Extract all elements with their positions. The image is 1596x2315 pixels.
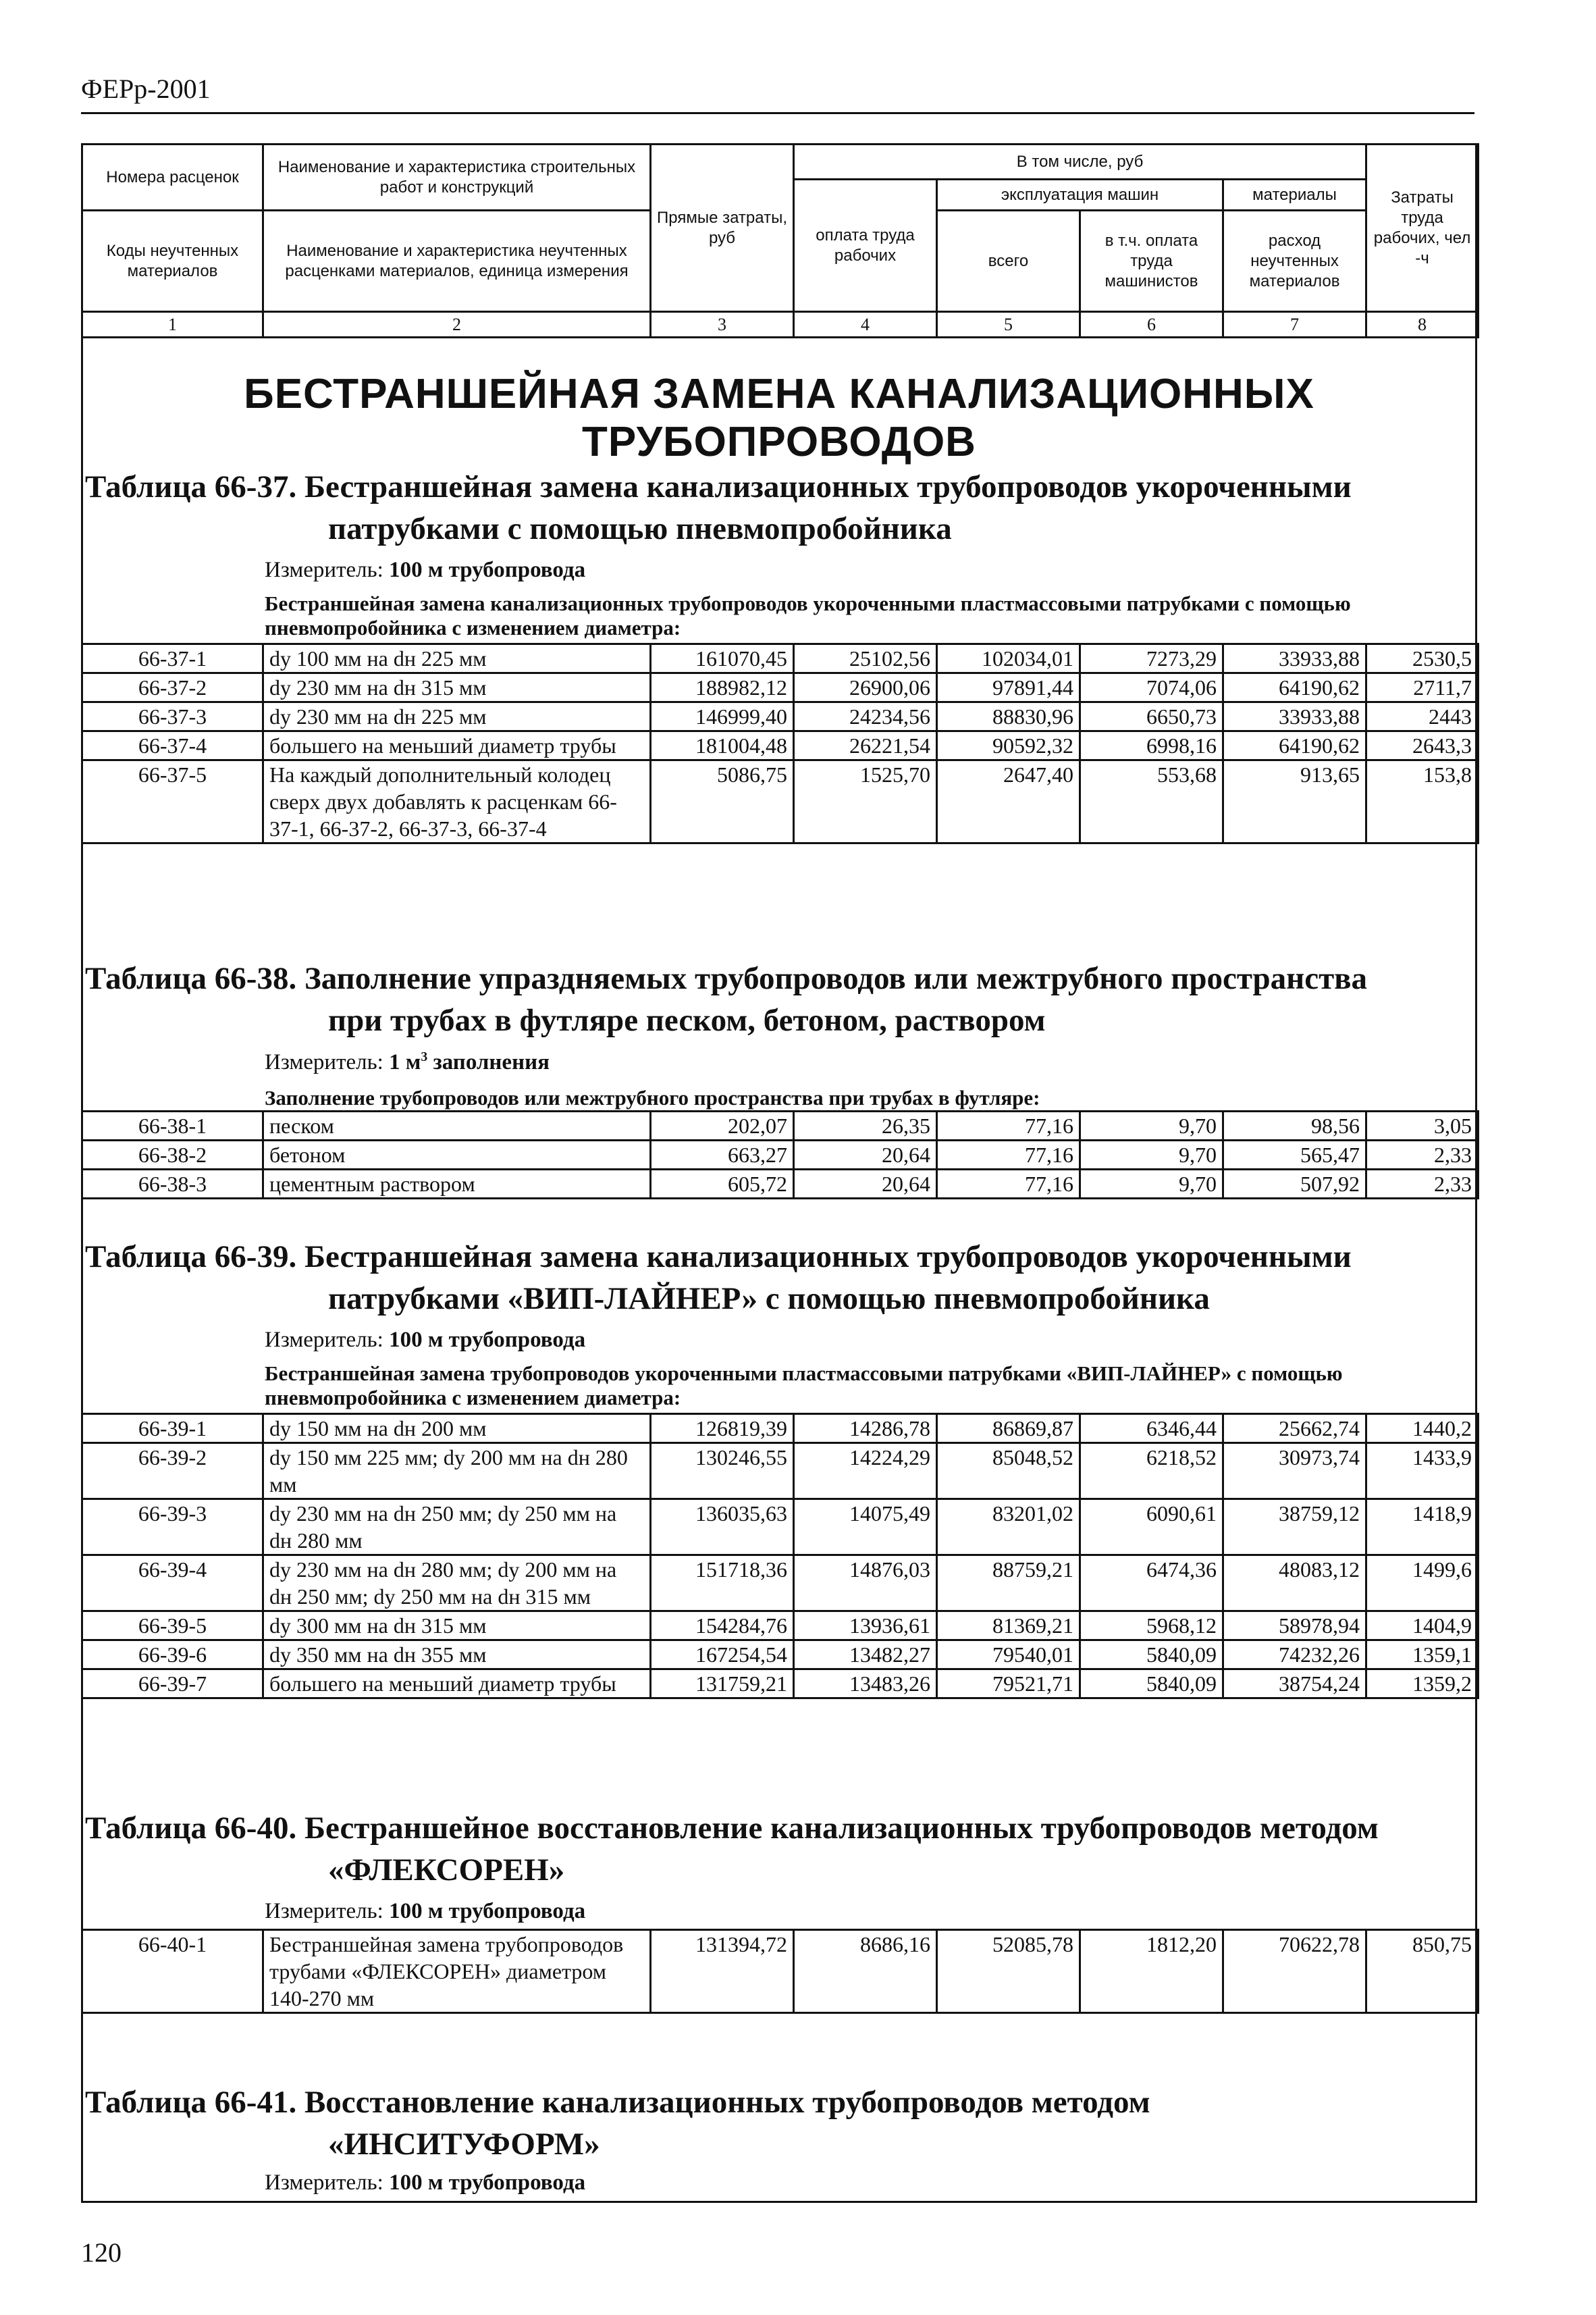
header-num: 8 <box>1366 312 1479 338</box>
header-col2-top: Наименование и характеристика строительных работ и конструкций <box>263 145 651 211</box>
table-row <box>82 1499 1479 1555</box>
machines-total: 83201,02 <box>937 1499 1080 1555</box>
table-row <box>82 1555 1479 1611</box>
table-row <box>82 673 1479 702</box>
direct-costs: 146999,40 <box>651 702 794 731</box>
measure-unit-tail: заполнения <box>427 1050 550 1074</box>
rate-code: 66-37-4 <box>82 731 263 760</box>
measure-line <box>265 1049 550 1075</box>
machines-total: 86869,87 <box>937 1414 1080 1443</box>
work-name: dy 350 мм на dн 355 мм <box>263 1640 651 1669</box>
header-rule <box>81 112 1474 114</box>
worker-pay: 20,64 <box>794 1141 937 1170</box>
worker-pay: 26,35 <box>794 1112 937 1141</box>
table-row <box>82 1141 1479 1170</box>
materials-use: 913,65 <box>1223 760 1366 843</box>
rates-table-66-38 <box>81 1110 1479 1199</box>
worker-pay: 20,64 <box>794 1170 937 1199</box>
measure-line <box>265 2170 585 2195</box>
rate-code: 66-39-1 <box>82 1414 263 1443</box>
work-name: цементным раствором <box>263 1170 651 1199</box>
materials-use: 38759,12 <box>1223 1499 1366 1555</box>
worker-pay: 8686,16 <box>794 1930 937 2013</box>
table-caption-line1: Таблица 66-37. Бестраншейная замена канализационных трубопроводов укороченными <box>85 469 1352 504</box>
table-caption-line2: при трубах в футляре песком, бетоном, раствором <box>328 1003 1046 1038</box>
direct-costs: 202,07 <box>651 1112 794 1141</box>
materials-use: 64190,62 <box>1223 673 1366 702</box>
header-including-group: В том числе, руб <box>794 145 1366 180</box>
measure-label: Измеритель: <box>265 1328 390 1352</box>
machinist-pay: 5968,12 <box>1080 1611 1223 1640</box>
worker-pay: 26900,06 <box>794 673 937 702</box>
rate-code: 66-38-1 <box>82 1112 263 1141</box>
machinist-pay: 6346,44 <box>1080 1414 1223 1443</box>
machinist-pay: 7074,06 <box>1080 673 1223 702</box>
rates-table-66-40 <box>81 1929 1479 2014</box>
machinist-pay: 1812,20 <box>1080 1930 1223 2013</box>
direct-costs: 605,72 <box>651 1170 794 1199</box>
machinist-pay: 6650,73 <box>1080 702 1223 731</box>
materials-use: 48083,12 <box>1223 1555 1366 1611</box>
table-caption-line2: «ФЛЕКСОРЕН» <box>328 1852 565 1888</box>
machinist-pay: 6998,16 <box>1080 731 1223 760</box>
header-machines: эксплуатация машин <box>937 180 1223 211</box>
header-machines-total: всего <box>937 211 1080 312</box>
table-row <box>82 1170 1479 1199</box>
header-col1-top: Номера расценок <box>82 145 263 211</box>
work-name: dy 230 мм на dн 315 мм <box>263 673 651 702</box>
page-number: 120 <box>81 2237 122 2268</box>
rate-code: 66-39-6 <box>82 1640 263 1669</box>
rate-code: 66-39-5 <box>82 1611 263 1640</box>
direct-costs: 167254,54 <box>651 1640 794 1669</box>
table-row <box>82 1640 1479 1669</box>
direct-costs: 5086,75 <box>651 760 794 843</box>
machinist-pay: 553,68 <box>1080 760 1223 843</box>
work-name: На каждый дополнительный колодец сверх двух добавлять к расценкам 66-37-1, 66-37-2, 66-37-3, 66-37-4 <box>263 760 651 843</box>
labor-hours: 2643,3 <box>1366 731 1479 760</box>
table-row <box>82 1112 1479 1141</box>
machines-total: 85048,52 <box>937 1443 1080 1499</box>
worker-pay: 25102,56 <box>794 644 937 673</box>
table-caption-line1: Таблица 66-41. Восстановление канализационных трубопроводов методом <box>85 2085 1150 2120</box>
table-row <box>82 1669 1479 1698</box>
measure-label: Измеритель: <box>265 1899 390 1923</box>
work-name: dy 230 мм на dн 225 мм <box>263 702 651 731</box>
machinist-pay: 6090,61 <box>1080 1499 1223 1555</box>
direct-costs: 663,27 <box>651 1141 794 1170</box>
worker-pay: 14286,78 <box>794 1414 937 1443</box>
direct-costs: 126819,39 <box>651 1414 794 1443</box>
group-title: Бестраншейная замена канализационных трубопроводов укороченными пластмассовыми патрубками с помощью пневмопробойника с изменением диаметра: <box>265 592 1351 640</box>
direct-costs: 131759,21 <box>651 1669 794 1698</box>
table-row <box>82 644 1479 673</box>
machines-total: 77,16 <box>937 1141 1080 1170</box>
materials-use: 70622,78 <box>1223 1930 1366 2013</box>
table-caption-line1: Таблица 66-38. Заполнение упраздняемых трубопроводов или межтрубного пространства <box>85 961 1368 996</box>
table-caption-line1: Таблица 66-39. Бестраншейная замена канализационных трубопроводов укороченными <box>85 1239 1352 1274</box>
rate-code: 66-37-2 <box>82 673 263 702</box>
machines-total: 77,16 <box>937 1112 1080 1141</box>
labor-hours: 1499,6 <box>1366 1555 1479 1611</box>
worker-pay: 13483,26 <box>794 1669 937 1698</box>
direct-costs: 161070,45 <box>651 644 794 673</box>
worker-pay: 26221,54 <box>794 731 937 760</box>
machines-total: 90592,32 <box>937 731 1080 760</box>
header-num: 2 <box>263 312 651 338</box>
machines-total: 102034,01 <box>937 644 1080 673</box>
machinist-pay: 5840,09 <box>1080 1669 1223 1698</box>
measure-unit: 100 м трубопровода <box>389 1328 586 1352</box>
table-row <box>82 760 1479 843</box>
header-num: 6 <box>1080 312 1223 338</box>
work-name: большего на меньший диаметр трубы <box>263 731 651 760</box>
rate-code: 66-40-1 <box>82 1930 263 2013</box>
table-caption <box>85 2081 1469 2165</box>
worker-pay: 24234,56 <box>794 702 937 731</box>
labor-hours: 153,8 <box>1366 760 1479 843</box>
rate-code: 66-39-3 <box>82 1499 263 1555</box>
machinist-pay: 9,70 <box>1080 1112 1223 1141</box>
table-caption-line2: «ИНСИТУФОРМ» <box>328 2127 600 2162</box>
machines-total: 79540,01 <box>937 1640 1080 1669</box>
machinist-pay: 6474,36 <box>1080 1555 1223 1611</box>
direct-costs: 181004,48 <box>651 731 794 760</box>
measure-unit: 100 м трубопровода <box>389 2170 586 2195</box>
labor-hours: 1404,9 <box>1366 1611 1479 1640</box>
machines-total: 81369,21 <box>937 1611 1080 1640</box>
materials-use: 30973,74 <box>1223 1443 1366 1499</box>
table-caption <box>85 1807 1469 1891</box>
labor-hours: 850,75 <box>1366 1930 1479 2013</box>
header-num: 4 <box>794 312 937 338</box>
work-name: dy 230 мм на dн 250 мм; dy 250 мм на dн 280 мм <box>263 1499 651 1555</box>
materials-use: 38754,24 <box>1223 1669 1366 1698</box>
rate-code: 66-37-1 <box>82 644 263 673</box>
machines-total: 77,16 <box>937 1170 1080 1199</box>
table-caption-line2: патрубками с помощью пневмопробойника <box>328 511 952 546</box>
rate-code: 66-39-4 <box>82 1555 263 1611</box>
labor-hours: 1418,9 <box>1366 1499 1479 1555</box>
header-labor-hours: Затраты труда рабочих, чел -ч <box>1366 145 1479 312</box>
measure-label: Измеритель: <box>265 1050 390 1074</box>
header-machinist-pay: в т.ч. оплата труда машинистов <box>1080 211 1223 312</box>
group-title: Бестраншейная замена трубопроводов укороченными пластмассовыми патрубками «ВИП-ЛАЙНЕР» с помощью пневмопробойника с изменением диаметра: <box>265 1361 1343 1409</box>
worker-pay: 14876,03 <box>794 1555 937 1611</box>
rates-table-66-39 <box>81 1413 1479 1699</box>
header-direct-costs: Прямые затраты, руб <box>651 145 794 312</box>
labor-hours: 1359,2 <box>1366 1669 1479 1698</box>
table-caption-line2: патрубками «ВИП-ЛАЙНЕР» с помощью пневмопробойника <box>328 1281 1210 1316</box>
labor-hours: 2443 <box>1366 702 1479 731</box>
rate-code: 66-39-7 <box>82 1669 263 1698</box>
worker-pay: 14075,49 <box>794 1499 937 1555</box>
header-num: 5 <box>937 312 1080 338</box>
materials-use: 98,56 <box>1223 1112 1366 1141</box>
table-row <box>82 1930 1479 2013</box>
labor-hours: 1359,1 <box>1366 1640 1479 1669</box>
labor-hours: 2,33 <box>1366 1141 1479 1170</box>
measure-unit-exponent: 3 <box>421 1049 428 1064</box>
labor-hours: 2530,5 <box>1366 644 1479 673</box>
table-row <box>82 1611 1479 1640</box>
header-col2-bottom: Наименование и характеристика неучтенных расценками материалов, единица измерения <box>263 211 651 312</box>
header-materials-use: расход неучтенных материалов <box>1223 211 1366 312</box>
machines-total: 88759,21 <box>937 1555 1080 1611</box>
work-name: dy 150 мм 225 мм; dy 200 мм на dн 280 мм <box>263 1443 651 1499</box>
table-row <box>82 731 1479 760</box>
rate-code: 66-39-2 <box>82 1443 263 1499</box>
measure-unit: 1 м <box>389 1050 421 1074</box>
labor-hours: 2711,7 <box>1366 673 1479 702</box>
work-name: Бестраншейная замена трубопроводов трубами «ФЛЕКСОРЕН» диаметром 140-270 мм <box>263 1930 651 2013</box>
group-title: Заполнение трубопроводов или межтрубного пространства при трубах в футляре: <box>265 1086 1040 1110</box>
machines-total: 88830,96 <box>937 702 1080 731</box>
measure-line <box>265 1899 585 1924</box>
direct-costs: 130246,55 <box>651 1443 794 1499</box>
materials-use: 33933,88 <box>1223 644 1366 673</box>
table-row <box>82 1414 1479 1443</box>
direct-costs: 154284,76 <box>651 1611 794 1640</box>
table-caption <box>85 466 1469 550</box>
materials-use: 33933,88 <box>1223 702 1366 731</box>
work-name: песком <box>263 1112 651 1141</box>
rate-code: 66-37-5 <box>82 760 263 843</box>
rates-table-66-37 <box>81 643 1479 844</box>
machinist-pay: 9,70 <box>1080 1141 1223 1170</box>
machines-total: 79521,71 <box>937 1669 1080 1698</box>
header-num: 1 <box>82 312 263 338</box>
table-caption-line1: Таблица 66-40. Бестраншейное восстановление канализационных трубопроводов методом <box>85 1811 1379 1846</box>
table-caption <box>85 958 1469 1041</box>
work-name: бетоном <box>263 1141 651 1170</box>
measure-label: Измеритель: <box>265 558 390 582</box>
measure-unit: 100 м трубопровода <box>389 1899 586 1923</box>
materials-use: 74232,26 <box>1223 1640 1366 1669</box>
worker-pay: 13936,61 <box>794 1611 937 1640</box>
header-worker-pay: оплата труда рабочих <box>794 180 937 312</box>
work-name: dy 300 мм на dн 315 мм <box>263 1611 651 1640</box>
measure-unit: 100 м трубопровода <box>389 558 586 582</box>
materials-use: 64190,62 <box>1223 731 1366 760</box>
machines-total: 2647,40 <box>937 760 1080 843</box>
work-name: большего на меньший диаметр трубы <box>263 1669 651 1698</box>
labor-hours: 1433,9 <box>1366 1443 1479 1499</box>
table-row <box>82 702 1479 731</box>
running-head: ФЕРр-2001 <box>81 74 211 104</box>
machinist-pay: 7273,29 <box>1080 644 1223 673</box>
measure-label: Измеритель: <box>265 2170 390 2195</box>
rate-code: 66-38-3 <box>82 1170 263 1199</box>
worker-pay: 14224,29 <box>794 1443 937 1499</box>
worker-pay: 1525,70 <box>794 760 937 843</box>
section-title: БЕСТРАНШЕЙНАЯ ЗАМЕНА КАНАЛИЗАЦИОННЫХ ТРУБОПРОВОДОВ <box>244 371 1314 465</box>
header-num: 7 <box>1223 312 1366 338</box>
machinist-pay: 9,70 <box>1080 1170 1223 1199</box>
materials-use: 25662,74 <box>1223 1414 1366 1443</box>
header-col1-bottom: Коды неучтенных материалов <box>82 211 263 312</box>
labor-hours: 1440,2 <box>1366 1414 1479 1443</box>
labor-hours: 3,05 <box>1366 1112 1479 1141</box>
direct-costs: 188982,12 <box>651 673 794 702</box>
labor-hours: 2,33 <box>1366 1170 1479 1199</box>
measure-line <box>265 558 585 583</box>
rate-code: 66-37-3 <box>82 702 263 731</box>
machinist-pay: 5840,09 <box>1080 1640 1223 1669</box>
worker-pay: 13482,27 <box>794 1640 937 1669</box>
direct-costs: 136035,63 <box>651 1499 794 1555</box>
measure-line <box>265 1328 585 1353</box>
direct-costs: 151718,36 <box>651 1555 794 1611</box>
rate-code: 66-38-2 <box>82 1141 263 1170</box>
work-name: dy 100 мм на dн 225 мм <box>263 644 651 673</box>
materials-use: 507,92 <box>1223 1170 1366 1199</box>
machines-total: 52085,78 <box>937 1930 1080 2013</box>
header-num: 3 <box>651 312 794 338</box>
work-name: dy 150 мм на dн 200 мм <box>263 1414 651 1443</box>
machinist-pay: 6218,52 <box>1080 1443 1223 1499</box>
work-name: dy 230 мм на dн 280 мм; dy 200 мм на dн 250 мм; dy 250 мм на dн 315 мм <box>263 1555 651 1611</box>
materials-use: 58978,94 <box>1223 1611 1366 1640</box>
table-caption <box>85 1236 1469 1320</box>
column-header-table <box>81 143 1479 338</box>
table-row <box>82 1443 1479 1499</box>
direct-costs: 131394,72 <box>651 1930 794 2013</box>
machines-total: 97891,44 <box>937 673 1080 702</box>
header-materials: материалы <box>1223 180 1366 211</box>
materials-use: 565,47 <box>1223 1141 1366 1170</box>
